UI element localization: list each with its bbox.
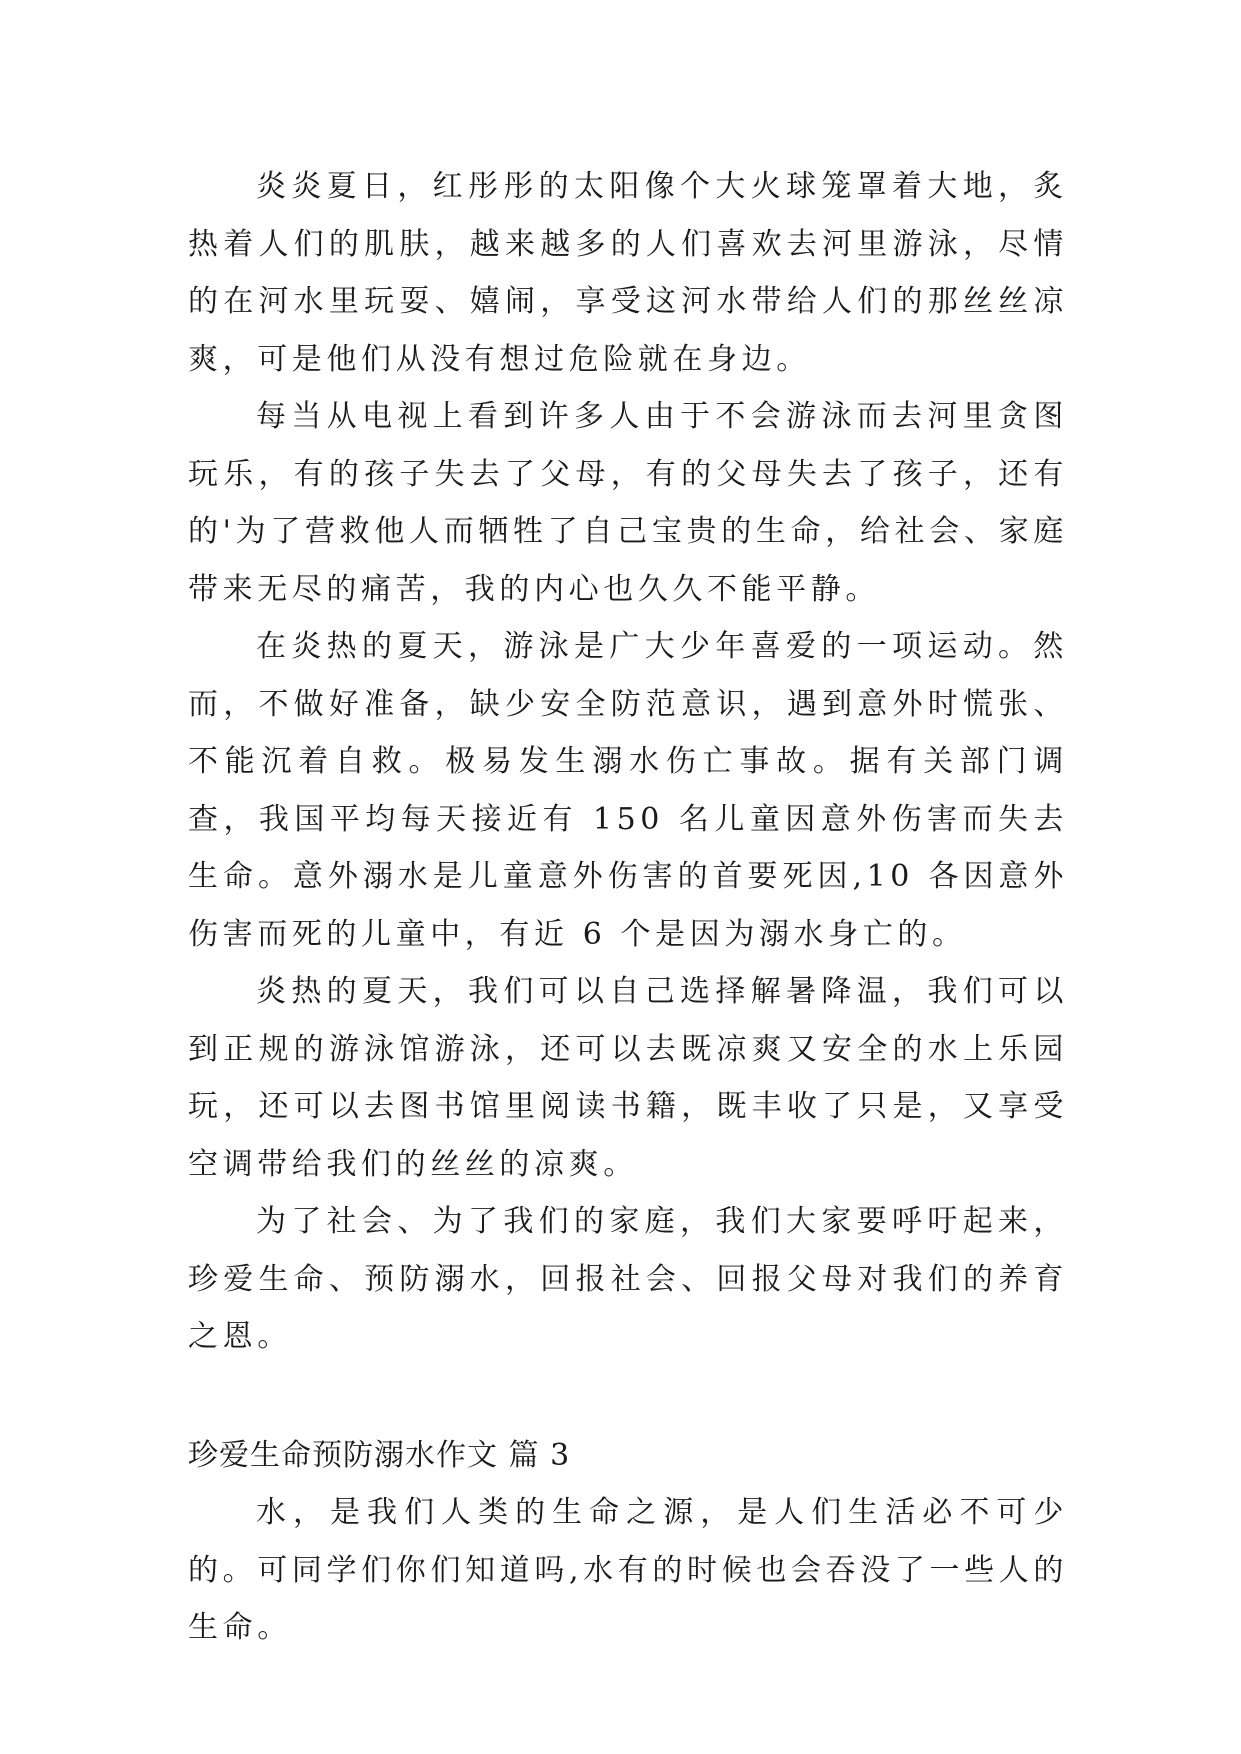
paragraph-2: 每当从电视上看到许多人由于不会游泳而去河里贪图玩乐，有的孩子失去了父母，有的父母失去了孩子，还有的'为了营救他人而牺牲了自己宝贵的生命，给社会、家庭带来无尽的痛苦，我的内心也久久不能平静。 [188,399,1068,607]
paragraph-6: 水，是我们人类的生命之源，是人们生活必不可少的。可同学们你们知道吗,水有的时候也会吞没了一些人的生命。 [188,1495,1068,1645]
paragraph-1: 炎炎夏日，红彤彤的太阳像个大火球笼罩着大地，炙热着人们的肌肤，越来越多的人们喜欢去河里游泳，尽情的在河水里玩耍、嬉闹，享受这河水带给人们的那丝丝凉爽，可是他们从没有想过危险就在身边。 [188,169,1068,377]
document-body [188,158,1068,1657]
section-heading: 珍爱生命预防溺水作文 篇 3 [188,1437,571,1473]
paragraph-5: 为了社会、为了我们的家庭，我们大家要呼吁起来，珍爱生命、预防溺水，回报社会、回报父母对我们的养育之恩。 [188,1204,1068,1354]
paragraph-3: 在炎热的夏天，游泳是广大少年喜爱的一项运动。然而，不做好准备，缺少安全防范意识，遇到意外时慌张、不能沉着自救。极易发生溺水伤亡事故。据有关部门调查，我国平均每天接近有 150 名儿童因意外伤害而失去生命。意外溺水是儿童意外伤害的首要死因,10 各因意外伤害而死的儿童中，有近 6 个是因为溺水身亡的。 [188,629,1068,952]
paragraph-4: 炎热的夏天，我们可以自己选择解暑降温，我们可以到正规的游泳馆游泳，还可以去既凉爽又安全的水上乐园玩，还可以去图书馆里阅读书籍，既丰收了只是，又享受空调带给我们的丝丝的凉爽。 [188,974,1068,1182]
